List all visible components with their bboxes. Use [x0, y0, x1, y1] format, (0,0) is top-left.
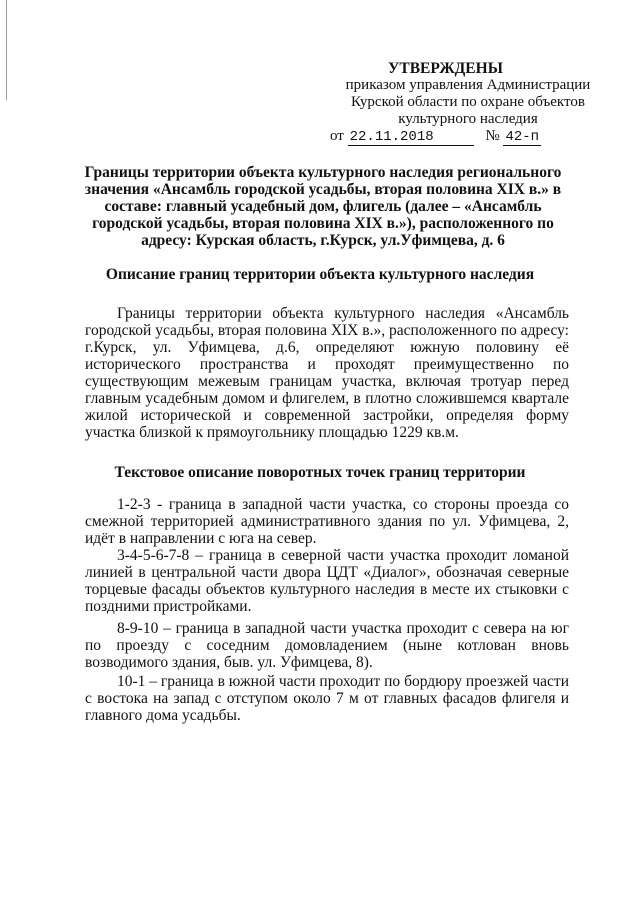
section-1-heading: Описание границ территории объекта культурного наследия [105, 266, 535, 283]
approval-line-2: Курской области по охране объектов [351, 94, 585, 110]
boundary-point-paragraph-2: 3-4-5-6-7-8 – граница в северной части участка проходит ломаной линией в центральной части двора ЦДТ «Диалог», обозначая северные торцевые фасады объектов культурного наследия в месте их стыковки с поздними пристройками. [85, 547, 569, 615]
document-title: Границы территории объекта культурного наследия регионального значения «Ансамбль городской усадьбы, вторая половина XIX в.» в составе: главный усадебный дом, флигель (далее – «Ансамбль городской усадьбы, вторая половина XIX в.»), расположенного по адресу: Курская область, г.Курск, ул.Уфимцева, д. 6 [84, 164, 562, 249]
order-date: 22.11.2018 [349, 129, 434, 145]
approval-heading: УТВЕРЖДЕНЫ [388, 60, 503, 77]
boundary-point-paragraph-3: 8-9-10 – граница в западной части участка проходит с севера на юг по проезду с соседним домовладением (ныне котлован вновь возводимого здания, быв. ул. Уфимцева, 8). [85, 620, 569, 671]
date-prefix: от [330, 128, 344, 144]
number-prefix: № [485, 128, 500, 144]
boundary-point-paragraph-1: 1-2-3 - граница в западной части участка, со стороны проезда со смежной территорией административного здания по ул. Уфимцева, 2, идёт в направлении с юга на север. [85, 496, 569, 547]
scan-edge-line [6, 0, 7, 100]
order-number: 42-п [505, 129, 540, 145]
section-2-heading: Текстовое описание поворотных точек границ территории [114, 464, 526, 481]
boundary-point-paragraph-4: 10-1 – граница в южной части проходит по бордюру проезжей части с востока на запад с отступом около 7 м от главных фасадов флигеля и главного дома усадьбы. [85, 673, 569, 724]
section-1-paragraph: Границы территории объекта культурного наследия «Ансамбль городской усадьбы, вторая половина XIX в.», расположенного по адресу: г.Курск, ул. Уфимцева, д.6, определяют южную половину её исторического пространства и проходят преимущественно по существующим межевым границам участка, включая тротуар перед главным усадебным домом и флигелем, в плотно сложившемся квартале жилой исторической и современной застройки, определяя форму участка близкой к прямоугольнику площадью 1229 кв.м. [85, 305, 569, 441]
approval-stamp-block [318, 60, 618, 146]
approval-date-line [318, 128, 618, 146]
approval-line-1: приказом управления Администрации [345, 77, 591, 93]
approval-line-3: культурного наследия [398, 111, 538, 127]
date-underline [436, 132, 474, 146]
